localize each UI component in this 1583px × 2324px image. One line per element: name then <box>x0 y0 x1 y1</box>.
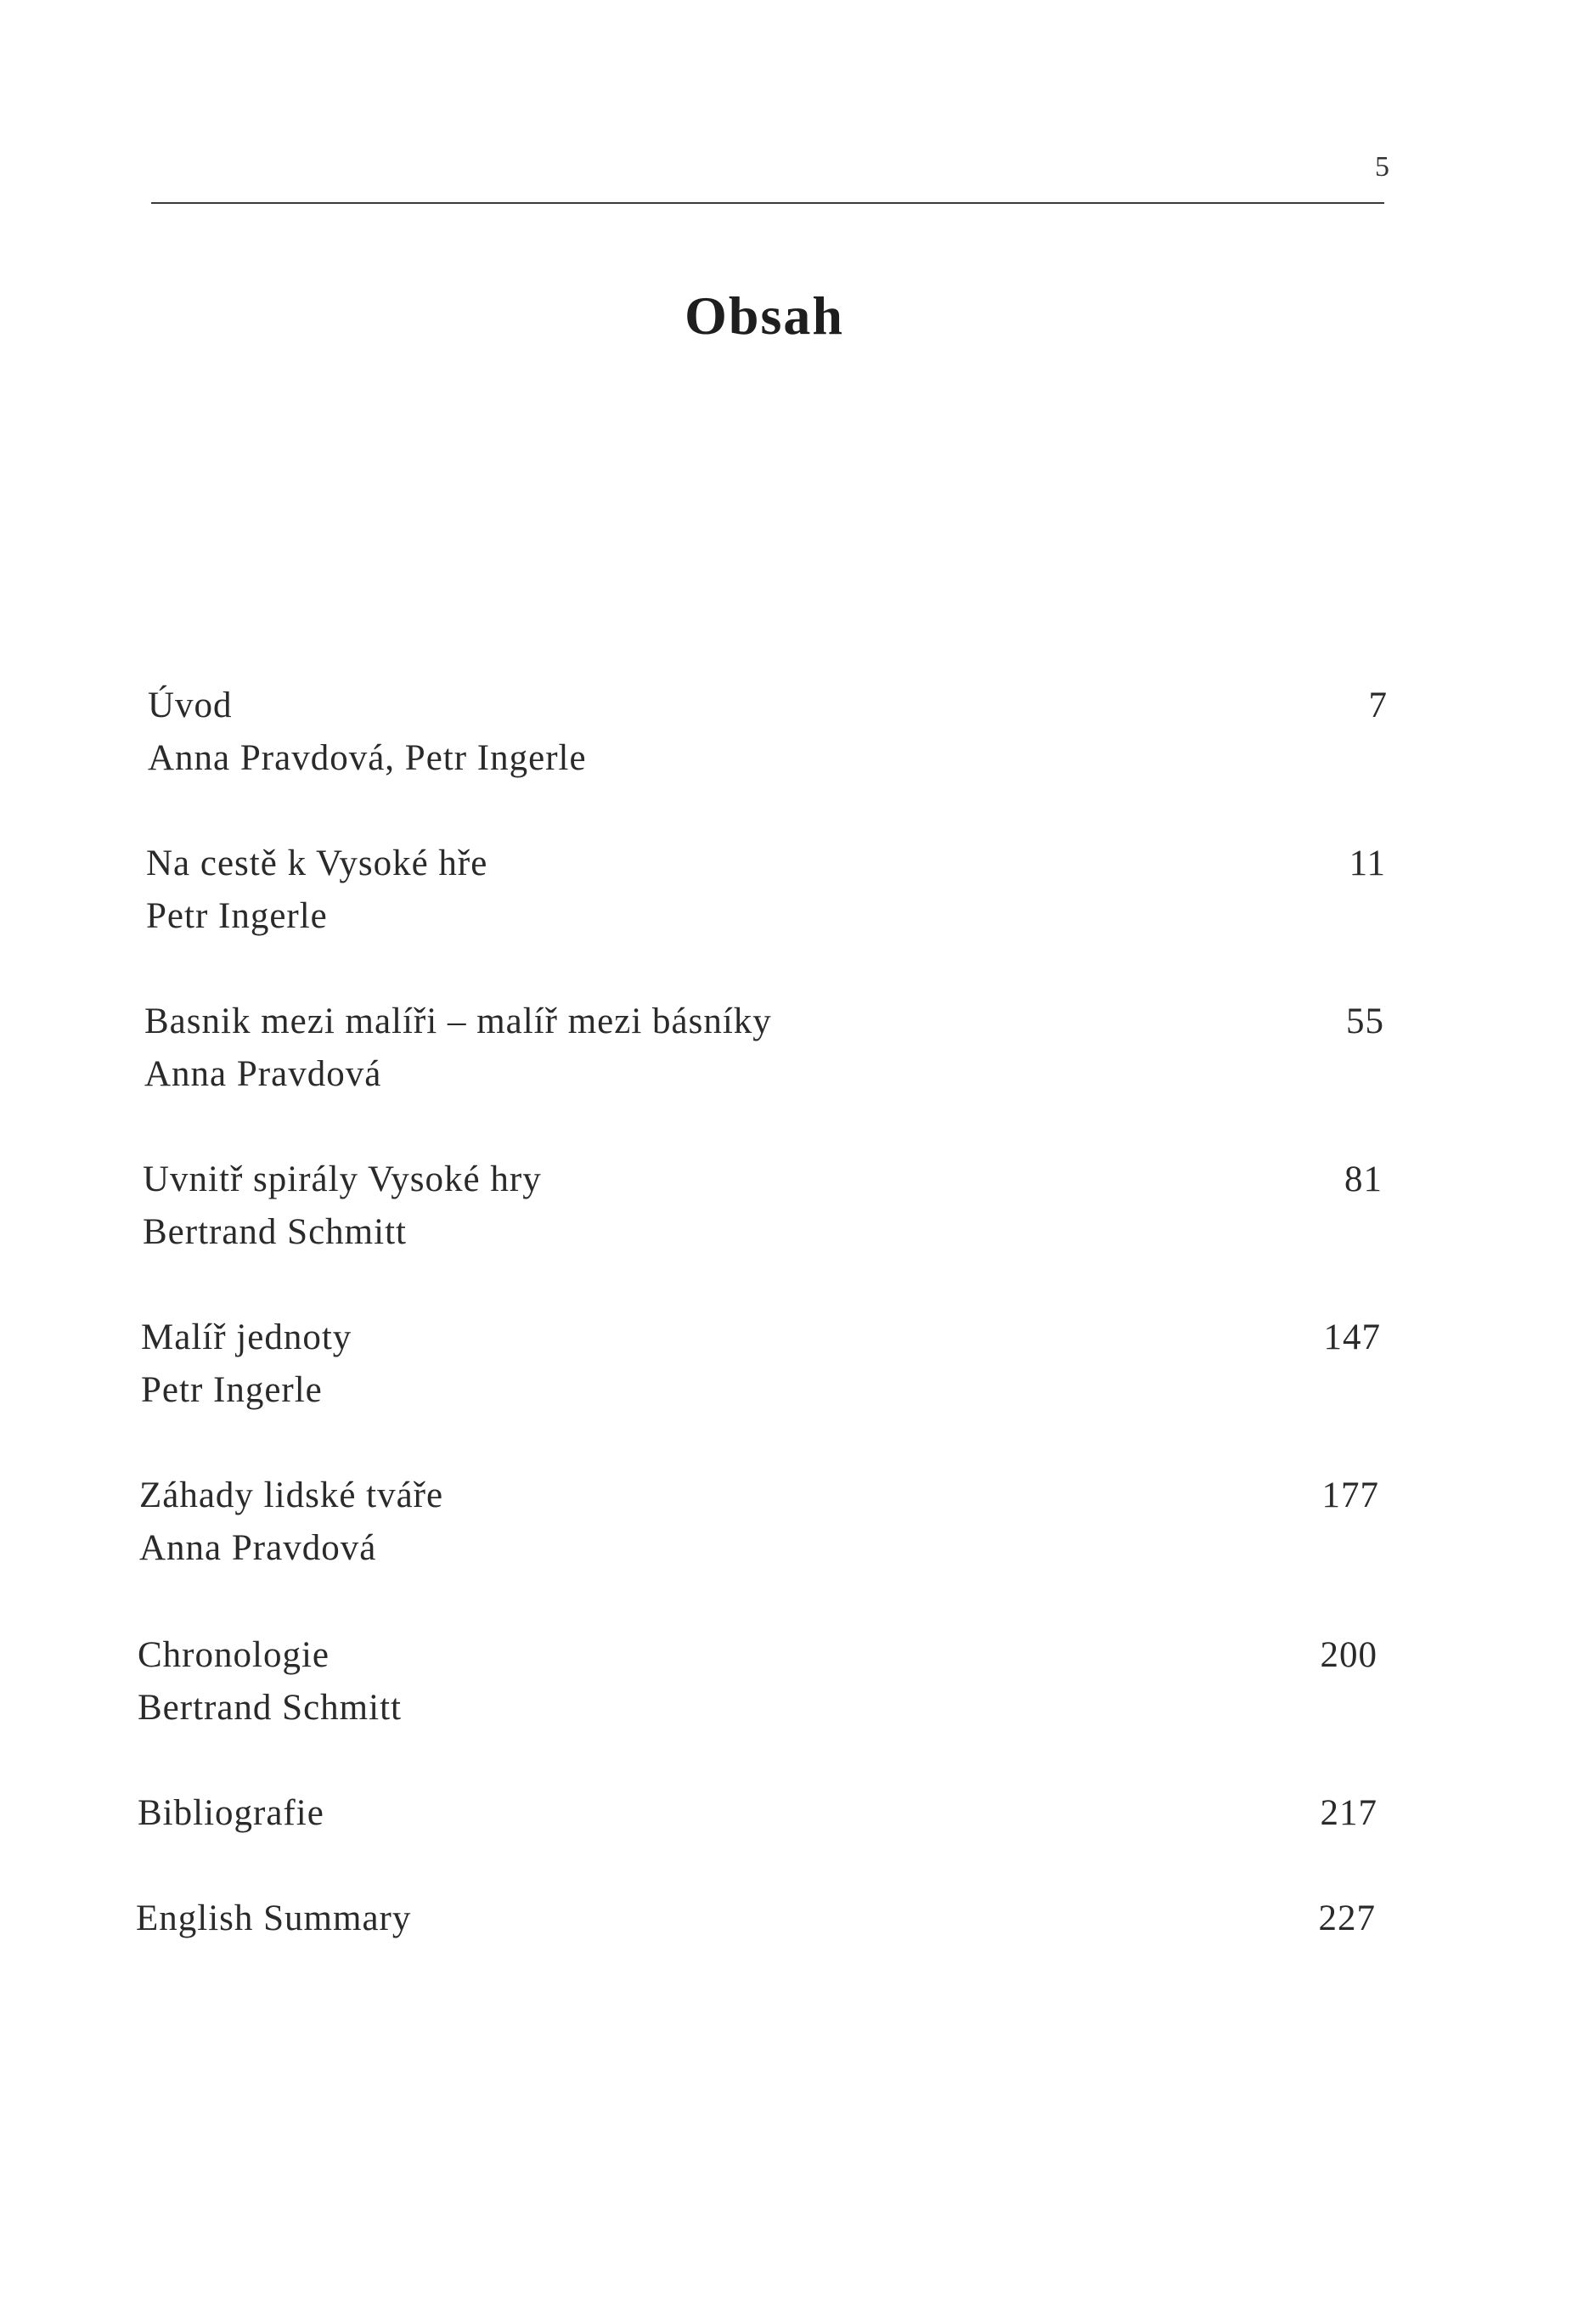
page-number: 5 <box>1375 151 1389 183</box>
toc-entry <box>141 1311 1381 1417</box>
toc-entry-page: 55 <box>1346 1001 1384 1041</box>
toc-entry-title: Malíř jednoty <box>141 1317 352 1357</box>
toc-entry-title: Chronologie <box>138 1635 330 1675</box>
toc-entry-title: Záhady lidské tváře <box>139 1475 444 1515</box>
toc-entry-title: English Summary <box>136 1898 412 1938</box>
page-title: Obsah <box>684 285 844 346</box>
toc-entry <box>146 838 1386 943</box>
toc-entry-title: Úvod <box>148 685 233 725</box>
toc-entry-page: 177 <box>1321 1475 1379 1515</box>
toc-entry-page: 11 <box>1349 843 1386 883</box>
toc-entry-title: Na cestě k Vysoké hře <box>146 843 488 883</box>
toc-entry-page: 227 <box>1318 1898 1376 1938</box>
toc-entry-author: Anna Pravdová <box>144 1054 382 1094</box>
toc-entry-author: Petr Ingerle <box>146 896 328 936</box>
toc-entry <box>138 1629 1377 1735</box>
toc-entry-page: 147 <box>1323 1317 1381 1357</box>
toc-entry-page: 200 <box>1320 1635 1377 1675</box>
toc-entry <box>136 1892 1376 1945</box>
toc-entry-author: Bertrand Schmitt <box>138 1688 402 1728</box>
toc-entry-title: Bibliografie <box>138 1793 324 1833</box>
toc-entry <box>139 1469 1379 1575</box>
toc-entry-author: Bertrand Schmitt <box>143 1212 407 1252</box>
toc-entry-page: 81 <box>1344 1159 1383 1199</box>
toc-entry <box>138 1787 1377 1840</box>
toc-entry-author: Petr Ingerle <box>141 1370 323 1410</box>
toc-entry-title: Basnik mezi malíři – malíř mezi básníky <box>144 1001 772 1041</box>
toc-entry-title: Uvnitř spirály Vysoké hry <box>143 1159 542 1199</box>
toc-entry <box>148 680 1388 785</box>
toc-entry-author: Anna Pravdová <box>139 1528 377 1568</box>
toc-entry-page: 217 <box>1320 1793 1377 1833</box>
toc-entry <box>144 996 1384 1101</box>
toc-entry-page: 7 <box>1368 685 1388 725</box>
toc-entry-author: Anna Pravdová, Petr Ingerle <box>148 738 587 778</box>
toc-entry <box>143 1154 1383 1259</box>
